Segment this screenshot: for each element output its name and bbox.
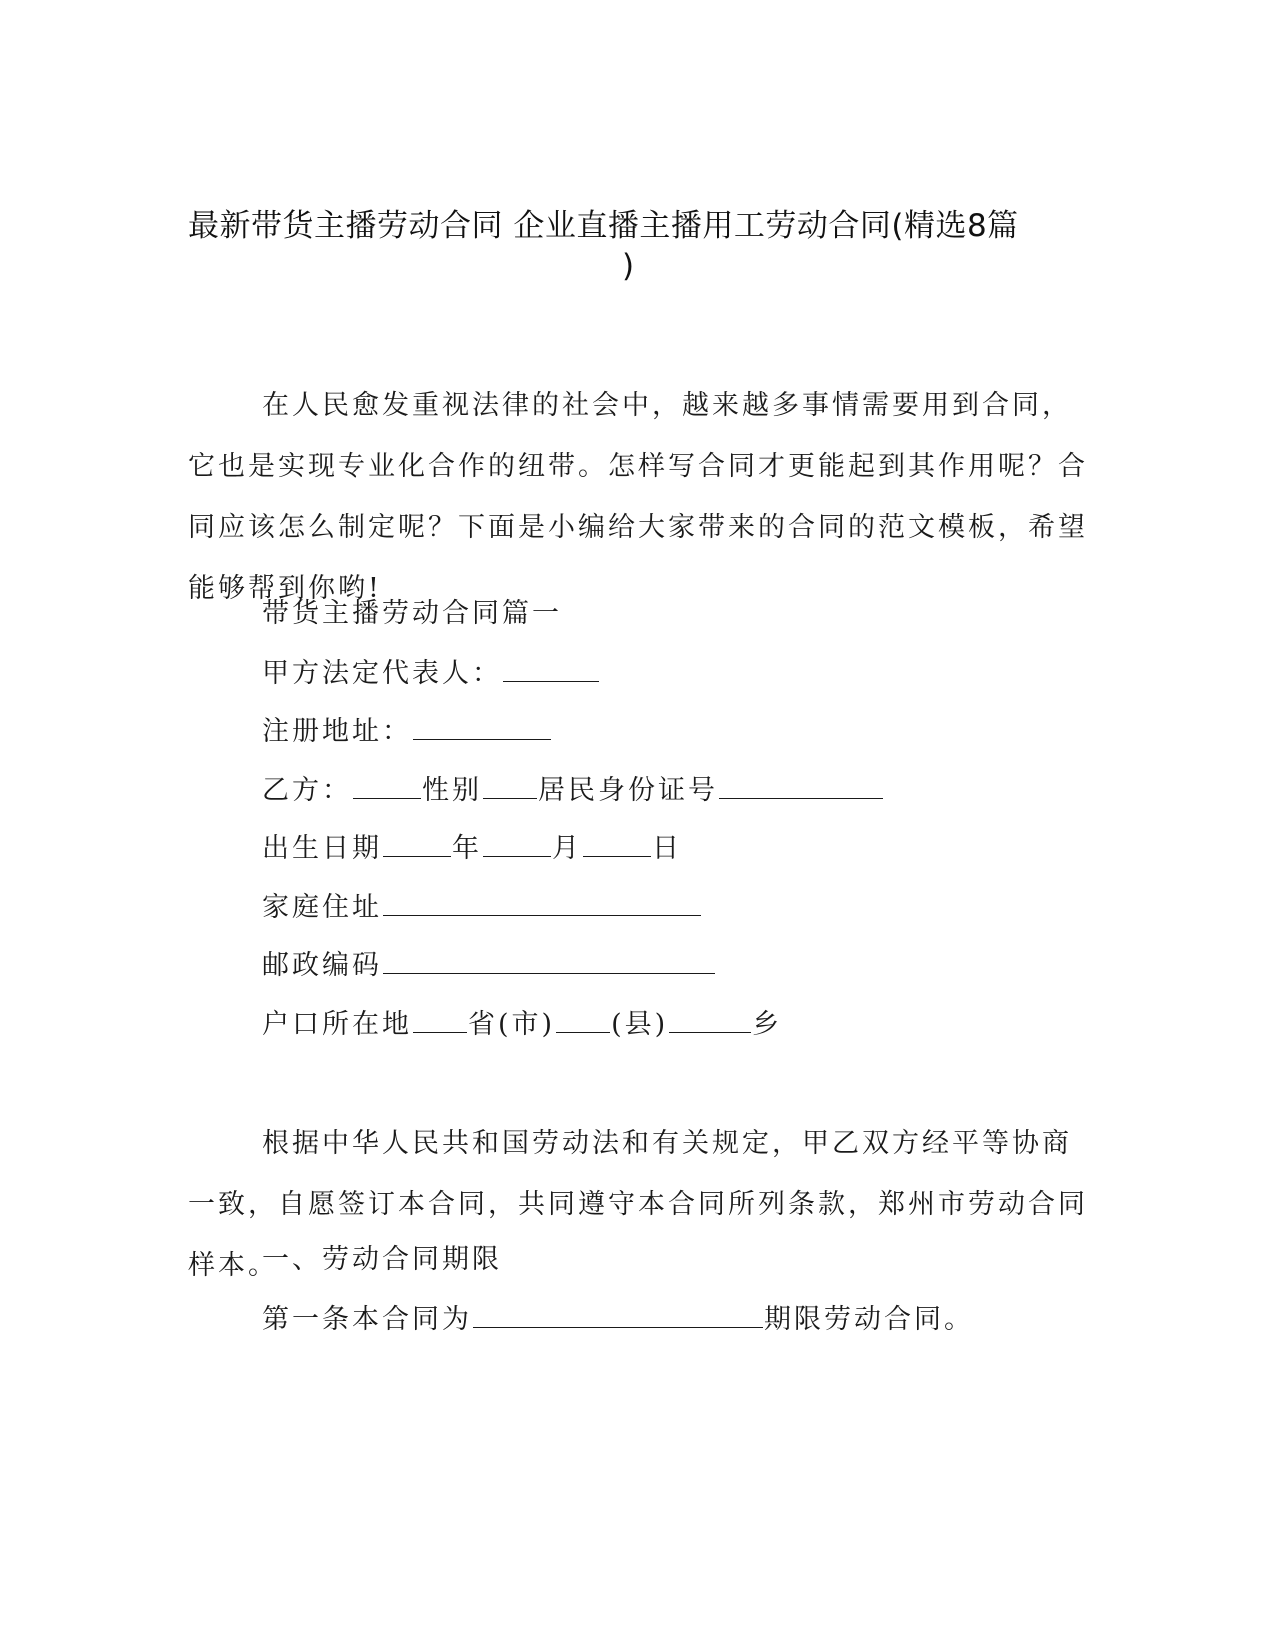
township-label: 乡 — [752, 1009, 783, 1040]
birth-month-label: 月 — [552, 833, 582, 864]
contract-term-blank[interactable] — [473, 1301, 763, 1328]
agreement-paragraph: 根据中华人民共和国劳动法和有关规定，甲乙双方经平等协商一致，自愿签订本合同，共同遵守本合同所列条款，郑州市劳动合同样本。 — [188, 1128, 1088, 1281]
intro-paragraph: 在人民愈发重视法律的社会中，越来越多事情需要用到合同，它也是实现专业化合作的纽带。怎样写合同才更能起到其作用呢？合同应该怎么制定呢？下面是小编给大家带来的合同的范文模板，希望能够帮到你哟! — [188, 390, 1088, 604]
chapter-1-heading: 一、劳动合同期限 — [262, 1244, 502, 1275]
title-line-1: 最新带货主播劳动合同 企业直播主播用工劳动合同(精选8篇 — [188, 208, 1019, 244]
article-1-line — [262, 1301, 974, 1338]
postal-code-label: 邮政编码 — [262, 950, 382, 981]
party-a-rep-blank[interactable] — [503, 655, 599, 682]
article-1-prefix: 第一条本合同为 — [262, 1304, 472, 1335]
gender-label: 性别 — [422, 775, 482, 806]
province-label: 省(市) — [468, 1009, 556, 1040]
registered-address-blank[interactable] — [413, 713, 551, 740]
household-label: 户口所在地 — [262, 1009, 412, 1040]
birth-day-label: 日 — [652, 833, 682, 864]
birth-day-blank[interactable] — [583, 830, 651, 857]
household-province-blank[interactable] — [413, 1006, 467, 1033]
party-a-rep-label: 甲方法定代表人： — [262, 658, 502, 689]
party-a-rep-line — [262, 655, 600, 692]
title-line-2: ) — [622, 248, 635, 284]
home-address-label: 家庭住址 — [262, 892, 382, 923]
postal-code-line — [262, 947, 716, 984]
document-title — [188, 206, 1088, 286]
home-address-blank[interactable] — [383, 889, 701, 916]
household-county-blank[interactable] — [556, 1006, 610, 1033]
party-b-label: 乙方： — [262, 775, 352, 806]
section-heading: 带货主播劳动合同篇一 — [262, 598, 562, 629]
id-number-label: 居民身份证号 — [538, 775, 718, 806]
home-address-line — [262, 889, 702, 926]
county-label: (县) — [611, 1009, 669, 1040]
gender-blank[interactable] — [483, 772, 537, 799]
party-b-line — [262, 772, 884, 809]
birth-date-line — [262, 830, 682, 867]
household-line — [262, 1006, 782, 1043]
postal-code-blank[interactable] — [383, 947, 715, 974]
party-b-name-blank[interactable] — [353, 772, 421, 799]
registered-address-line — [262, 713, 552, 750]
id-number-blank[interactable] — [719, 772, 883, 799]
birth-date-label: 出生日期 — [262, 833, 382, 864]
article-1-suffix: 期限劳动合同。 — [764, 1304, 974, 1335]
household-township-blank[interactable] — [669, 1006, 751, 1033]
birth-year-label: 年 — [452, 833, 482, 864]
registered-address-label: 注册地址： — [262, 716, 412, 747]
birth-year-blank[interactable] — [383, 830, 451, 857]
birth-month-blank[interactable] — [483, 830, 551, 857]
